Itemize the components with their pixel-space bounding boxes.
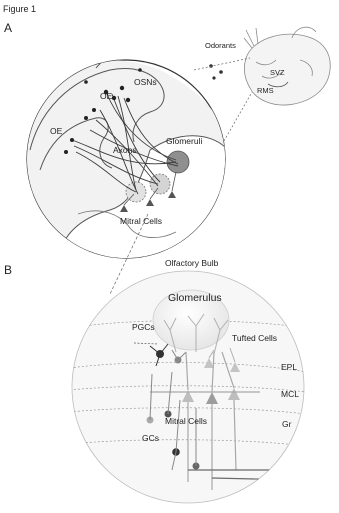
oe-label-top: OE <box>100 91 113 101</box>
glomeruli-label: Glomeruli <box>166 136 203 146</box>
tufted-cells-label: Tufted Cells <box>232 333 278 343</box>
mitral-cells-label-a: Mitral Cells <box>120 216 163 226</box>
osns-label: OSNs <box>134 77 157 87</box>
olfactory-bulb-label: Olfactory Bulb <box>165 258 219 268</box>
glomerulus-label: Glomerulus <box>168 292 222 304</box>
panel-a <box>20 27 330 294</box>
panel-b-letter: B <box>4 263 13 277</box>
epl-label: EPL <box>281 362 298 372</box>
svz-label: SVZ <box>270 68 285 77</box>
mcl-label: MCL <box>281 389 299 399</box>
zoom-connector <box>194 58 250 70</box>
rms-label: RMS <box>257 86 274 95</box>
mitral-cells-label-b: Mitral Cells <box>165 416 208 426</box>
panel-a-letter: A <box>4 21 13 35</box>
pgcs-label: PGCs <box>132 322 155 332</box>
gr-label: Gr <box>282 419 292 429</box>
zoom-connector <box>220 92 252 148</box>
glomerulus-dashed <box>150 174 170 194</box>
oe-label-left: OE <box>50 126 63 136</box>
odorants-label: Odorants <box>205 41 236 50</box>
odorant-dot <box>219 70 223 74</box>
figure-title: Figure 1 <box>3 4 37 14</box>
panel-b <box>70 271 306 503</box>
glomerulus-dark <box>167 151 189 173</box>
axons-label: Axons <box>113 145 137 155</box>
gcs-label: GCs <box>142 433 159 443</box>
odorant-dot <box>212 76 215 79</box>
